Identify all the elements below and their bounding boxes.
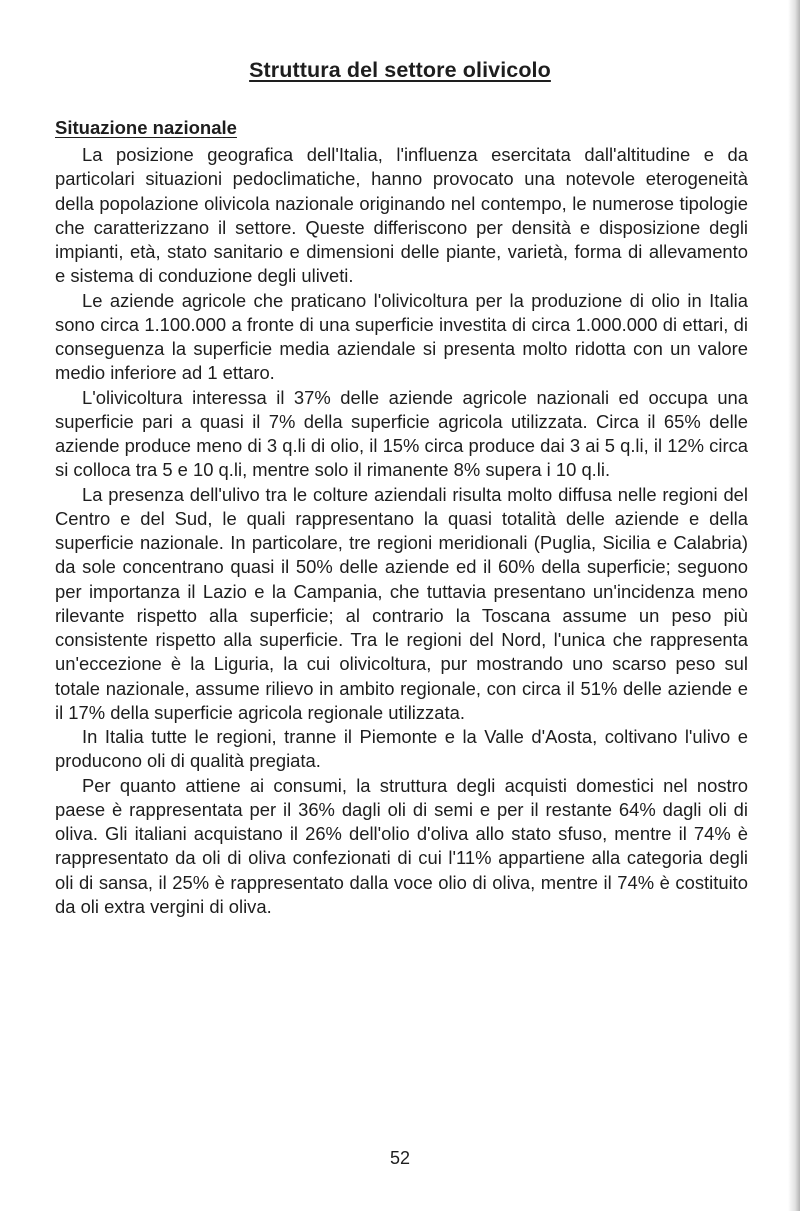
- paragraph: In Italia tutte le regioni, tranne il Piemonte e la Valle d'Aosta, coltivano l'ulivo e producono oli di qualità pregiata.: [55, 726, 748, 772]
- paragraph: Per quanto attiene ai consumi, la struttura degli acquisti domestici nel nostro paese è rappresentata per il 36% dagli oli di semi e per il restante 64% dagli oli di oliva. Gli italiani acquistano il 26% dell'olio d'oliva allo stato sfuso, mentre il 74% è rappresentato da oli di oliva confezionati di cui l'11% appartiene alla categoria degli oli di sansa, il 25% è rappresentato dalla voce olio di oliva, mentre il 74% è costituito da oli extra vergini di oliva.: [55, 774, 748, 917]
- paragraph: La presenza dell'ulivo tra le colture aziendali risulta molto diffusa nelle regioni del Centro e del Sud, le quali rappresentano la quasi totalità delle aziende e della superficie nazionale. In particolare, tre regioni meridionali (Puglia, Sicilia e Calabria) da sole concentrano quasi il 50% delle aziende ed il 60% della superficie; seguono per importanza il Lazio e la Campania, che tuttavia presentano un'incidenza meno rilevante rispetto alla superficie; al contrario la Toscana assume un peso più consistente rispetto alla superficie. Tra le regioni del Nord, l'unica che rappresenta un'eccezione è la Liguria, la cui olivicoltura, pur mostrando uno scarso peso sul totale nazionale, assume rilievo in ambito regionale, con circa il 51% delle aziende e il 17% della superficie agricola regionale utilizzata.: [55, 483, 748, 723]
- paragraph: L'olivicoltura interessa il 37% delle aziende agricole nazionali ed occupa una superficie pari a quasi il 7% della superficie agricola utilizzata. Circa il 65% delle aziende produce meno di 3 q.li di olio, il 15% circa produce dai 3 ai 5 q.li, il 12% circa si colloca tra 5 e 10 q.li, mentre solo il rimanente 8% supera i 10 q.li.: [55, 386, 748, 481]
- body-text: [55, 143, 748, 919]
- paragraph: Le aziende agricole che praticano l'olivicoltura per la produzione di olio in Italia sono circa 1.100.000 a fronte di una superficie investita di circa 1.000.000 di ettari, di conseguenza la superficie media aziendale si presenta molto ridotta con un valore medio inferiore ad 1 ettaro.: [55, 289, 748, 384]
- section-heading: Situazione nazionale: [55, 117, 237, 138]
- paragraph: La posizione geografica dell'Italia, l'influenza esercitata dall'altitudine e da particolari situazioni pedoclimatiche, hanno provocato una notevole eterogeneità della popolazione olivicola nazionale originando nel contempo, le numerose tipologie che caratterizzano il settore. Queste differiscono per densità e disposizione degli impianti, età, stato sanitario e dimensioni delle piante, varietà, forma di allevamento e sistema di conduzione degli uliveti.: [55, 144, 748, 287]
- page-title: Struttura del settore olivicolo: [249, 58, 551, 82]
- page-number: 52: [389, 1148, 411, 1168]
- page-edge-shadow: [788, 0, 800, 1211]
